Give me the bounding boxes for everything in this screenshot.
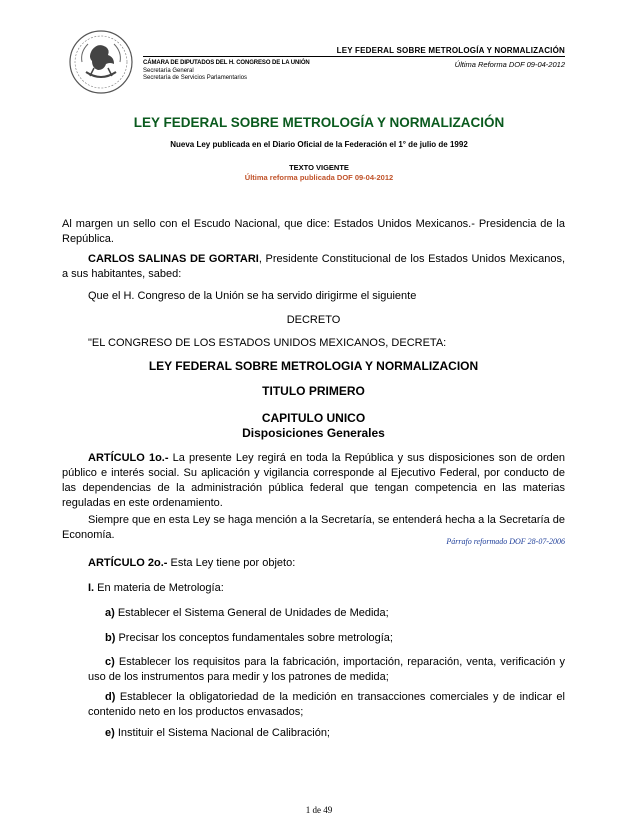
paragraph-decreta: "EL CONGRESO DE LOS ESTADOS UNIDOS MEXICANOS, DECRETA: — [88, 337, 447, 349]
reform-note: Párrafo reformado DOF 28-07-2006 — [446, 537, 565, 546]
last-reform-note: Última reforma publicada DOF 09-04-2012 — [244, 173, 394, 182]
article-1 — [62, 451, 565, 511]
item-d-label: d) — [105, 691, 116, 703]
header-rule — [143, 56, 565, 57]
president-name: CARLOS SALINAS DE GORTARI — [88, 253, 259, 265]
roman-i-label: I. — [88, 582, 95, 594]
item-a-label: a) — [105, 607, 115, 619]
disposiciones-heading: Disposiciones Generales — [242, 426, 385, 440]
article-1-text: La presente Ley regirá en toda la República y sus disposiciones son de orden público e interés social. Su aplicación y vigilancia corresponde al Ejecutivo Federal, por conducto de las dependencias de la administración pública federal que tengan competencia en las materias reguladas en este ordenamiento. — [62, 452, 565, 509]
item-a-text: Establecer el Sistema General de Unidades de Medida; — [114, 607, 389, 619]
article-2 — [62, 556, 565, 571]
page-number: 1 de 49 — [305, 805, 333, 815]
item-b-label: b) — [105, 632, 116, 644]
item-b — [88, 631, 565, 646]
article-2-label: ARTÍCULO 2o.- — [88, 557, 168, 569]
item-c — [88, 655, 565, 685]
roman-i-text: En materia de Metrología: — [94, 582, 224, 594]
coat-of-arms-emblem-icon — [64, 28, 138, 96]
article-1-label: ARTÍCULO 1o.- — [88, 452, 169, 464]
item-roman-i — [62, 581, 565, 596]
capitulo-heading: CAPITULO UNICO — [261, 411, 366, 425]
paragraph-president — [62, 252, 565, 282]
header-last-reform: Última Reforma DOF 09-04-2012 — [454, 60, 565, 69]
item-c-text: Establecer los requisitos para la fabricación, importación, reparación, venta, verificación y uso de los instrumentos para medir y los patrones de medida; — [88, 656, 565, 683]
publication-note: Nueva Ley publicada en el Diario Oficial de la Federación el 1° de julio de 1992 — [170, 140, 468, 149]
header-secretaria-general: Secretaría General — [143, 68, 194, 74]
header-servicios-parlamentarios: Secretaría de Servicios Parlamentarios — [143, 75, 248, 81]
article-2-text: Esta Ley tiene por objeto: — [167, 557, 296, 569]
document-title: LEY FEDERAL SOBRE METROLOGÍA Y NORMALIZACIÓN — [133, 115, 505, 130]
decreto-heading: DECRETO — [286, 314, 341, 326]
titulo-heading: TITULO PRIMERO — [262, 384, 365, 398]
item-a — [88, 606, 565, 621]
paragraph-seal: Al margen un sello con el Escudo Nacional, que dice: Estados Unidos Mexicanos.- Presidencia de la República. — [62, 218, 565, 245]
header-chamber: CÁMARA DE DIPUTADOS DEL H. CONGRESO DE LA UNIÓN — [143, 60, 310, 66]
paragraph-congress: Que el H. Congreso de la Unión se ha servido dirigirme el siguiente — [88, 290, 417, 302]
item-b-text: Precisar los conceptos fundamentales sobre metrología; — [115, 632, 393, 644]
item-e-text: Instituir el Sistema Nacional de Calibración; — [114, 727, 330, 739]
texto-vigente: TEXTO VIGENTE — [289, 163, 349, 172]
president-text: , Presidente Constitucional de los Estados Unidos Mexicanos, a sus habitantes, sabed: — [62, 253, 565, 280]
item-d-text: Establecer la obligatoriedad de la medición en transacciones comerciales y de indicar el contenido neto en los productos envasados; — [88, 691, 565, 718]
item-e — [88, 726, 565, 741]
item-c-label: c) — [105, 656, 115, 668]
header-law-title: LEY FEDERAL SOBRE METROLOGÍA Y NORMALIZACIÓN — [336, 46, 565, 55]
law-title: LEY FEDERAL SOBRE METROLOGIA Y NORMALIZACION — [148, 359, 479, 373]
item-d — [88, 690, 565, 720]
item-e-label: e) — [105, 727, 115, 739]
paragraph-secretaria: Siempre que en esta Ley se haga mención a la Secretaría, se entenderá hecha a la Secretaría de Economía. — [62, 514, 565, 541]
